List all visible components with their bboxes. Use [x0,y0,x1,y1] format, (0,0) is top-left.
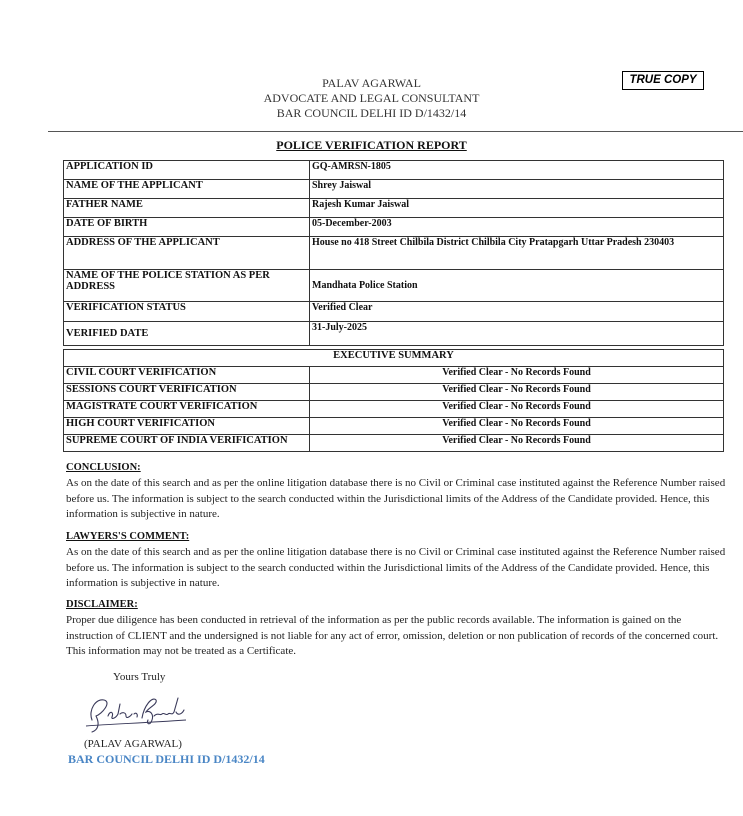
disclaimer-text: Proper due diligence has been conducted in retrieval of the information as per the public records available. The information is gained on the instruction of CLIENT and the undersigned is not liable for any act of error, omission, deletion or non publication of records of the concerned court. This information may not be treated as a Certificate. [66,614,719,657]
report-title: POLICE VERIFICATION REPORT [276,138,467,152]
executive-summary-table [63,349,724,452]
table-row [64,435,724,452]
row-label: NAME OF THE APPLICANT [64,180,310,199]
row-label: CIVIL COURT VERIFICATION [64,367,310,384]
row-value: 31-July-2025 [310,322,724,346]
signatory-name: (PALAV AGARWAL) [84,738,182,750]
summary-heading: EXECUTIVE SUMMARY [64,350,724,367]
applicant-details-table [63,160,724,346]
row-label: MAGISTRATE COURT VERIFICATION [64,401,310,418]
row-label: SUPREME COURT OF INDIA VERIFICATION [64,435,310,452]
row-label: SESSIONS COURT VERIFICATION [64,384,310,401]
row-value: Verified Clear - No Records Found [310,367,724,384]
table-row [64,237,724,270]
conclusion-text: As on the date of this search and as per the online litigation database there is no Civil or Criminal case instituted against the Reference Number raised before us. The information is subject to the search conducted within the Jurisdictional limits of the Address of the Candidate provided. Hence, this information is subjective in nature. [66,477,726,520]
lawyers-comment-title: LAWYERS'S COMMENT: [66,531,190,542]
row-value: Verified Clear [310,302,724,322]
row-value: Verified Clear - No Records Found [310,418,724,435]
row-value: Verified Clear - No Records Found [310,401,724,418]
row-label: VERIFICATION STATUS [64,302,310,322]
header-divider [48,131,743,132]
row-label: VERIFIED DATE [64,322,310,346]
row-value: Shrey Jaiswal [310,180,724,199]
row-value: GQ-AMRSN-1805 [310,161,724,180]
signature-image [82,690,192,735]
row-label: NAME OF THE POLICE STATION AS PER ADDRESS [64,270,310,302]
row-label: APPLICATION ID [64,161,310,180]
row-label: ADDRESS OF THE APPLICANT [64,237,310,270]
bar-council-id: BAR COUNCIL DELHI ID D/1432/14 [276,106,467,120]
table-row [64,322,724,346]
table-row [64,199,724,218]
table-row [64,180,724,199]
row-value: House no 418 Street Chilbila District Chilbila City Pratapgarh Uttar Pradesh 230403 [310,237,724,270]
table-row [64,161,724,180]
signatory-bar-id: BAR COUNCIL DELHI ID D/1432/14 [68,752,265,766]
table-row [64,270,724,302]
table-row [64,302,724,322]
row-label: FATHER NAME [64,199,310,218]
disclaimer-title: DISCLAIMER: [66,599,138,610]
table-row [64,367,724,384]
row-value: Mandhata Police Station [310,270,724,302]
lawyers-comment-text: As on the date of this search and as per the online litigation database there is no Civil or Criminal case instituted against the Reference Number raised before us. The information is subject to the search conducted within the Jurisdictional limits of the Address of the Candidate provided. Hence, this information is subjective in nature. [66,546,726,589]
conclusion-title: CONCLUSION: [66,462,141,473]
advocate-name: PALAV AGARWAL [322,76,421,90]
row-value: Verified Clear - No Records Found [310,435,724,452]
table-row [64,218,724,237]
closing-salutation: Yours Truly [113,671,166,683]
row-value: 05-December-2003 [310,218,724,237]
table-row [64,350,724,367]
advocate-title: ADVOCATE AND LEGAL CONSULTANT [263,91,480,105]
row-value: Verified Clear - No Records Found [310,384,724,401]
table-row [64,384,724,401]
true-copy-stamp: TRUE COPY [622,71,704,90]
table-row [64,418,724,435]
table-row [64,401,724,418]
row-value: Rajesh Kumar Jaiswal [310,199,724,218]
row-label: DATE OF BIRTH [64,218,310,237]
row-label: HIGH COURT VERIFICATION [64,418,310,435]
